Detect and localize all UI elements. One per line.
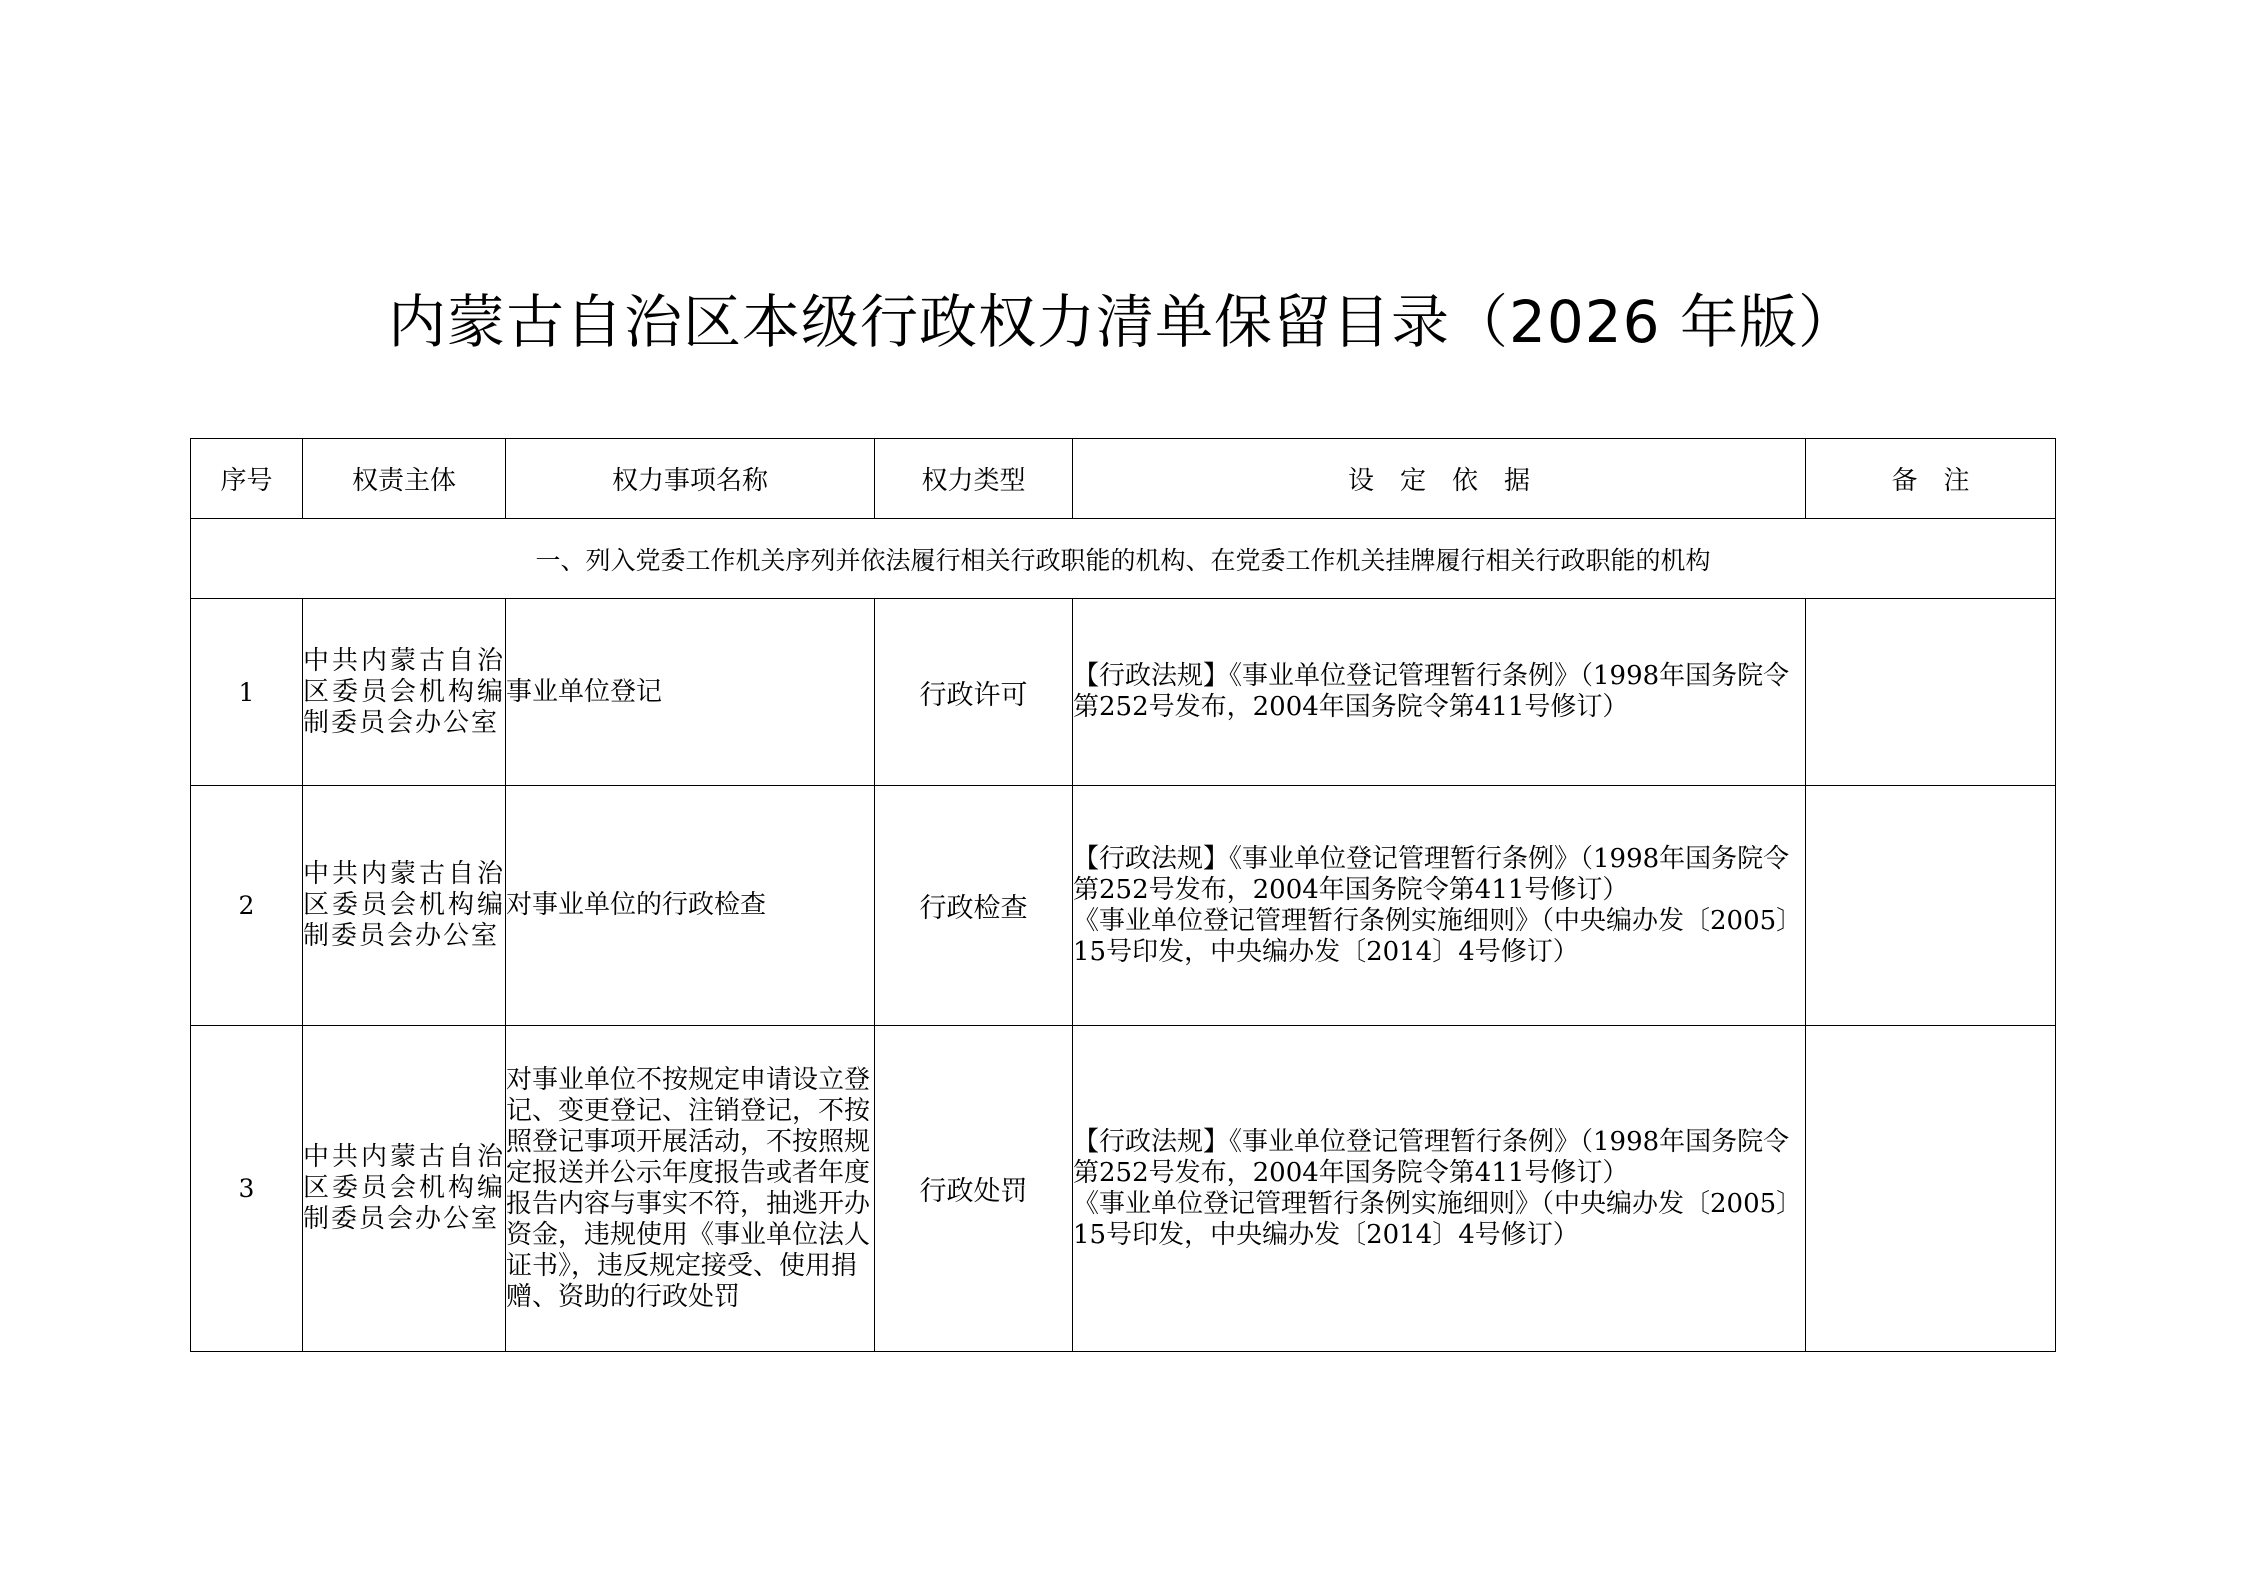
row-item-name: 事业单位登记: [506, 599, 875, 786]
basis-line: 【行政法规】《事业单位登记管理暂行条例》（1998年国务院令第252号发布，2004年国务院令第411号修订）: [1073, 1126, 1790, 1188]
basis-line: 【行政法规】《事业单位登记管理暂行条例》（1998年国务院令第252号发布，2004年国务院令第411号修订）: [1073, 661, 1790, 722]
section-heading-row: [191, 519, 2056, 599]
header-power-type: 权力类型: [875, 439, 1073, 519]
row-item-name: 对事业单位不按规定申请设立登记、变更登记、注销登记，不按照登记事项开展活动，不按照规定报送并公示年度报告或者年度报告内容与事实不符，抽逃开办资金，违规使用《事业单位法人证书》，违反规定接受、使用捐赠、资助的行政处罚: [506, 1026, 875, 1352]
row-index: 1: [191, 599, 303, 786]
row-item-name: 对事业单位的行政检查: [506, 786, 875, 1026]
table-row: [191, 1026, 2056, 1352]
header-remarks: 备 注: [1806, 439, 2056, 519]
row-remarks: [1806, 786, 2056, 1026]
row-agency: 中共内蒙古自治区委员会机构编制委员会办公室: [303, 1026, 506, 1352]
header-agency: 权责主体: [303, 439, 506, 519]
row-index: 3: [191, 1026, 303, 1352]
row-index: 2: [191, 786, 303, 1026]
row-remarks: [1806, 599, 2056, 786]
basis-line: 《事业单位登记管理暂行条例实施细则》（中央编办发〔2005〕15号印发，中央编办发〔2014〕4号修订）: [1073, 905, 1803, 967]
row-remarks: [1806, 1026, 2056, 1352]
power-list-table: [190, 438, 2056, 1352]
page-title: 内蒙古自治区本级行政权力清单保留目录（2026 年版）: [387, 288, 1858, 356]
table-header-row: [191, 439, 2056, 519]
table-row: [191, 599, 2056, 786]
row-power-type: 行政许可: [875, 599, 1073, 786]
table-row: [191, 786, 2056, 1026]
row-power-type: 行政处罚: [875, 1026, 1073, 1352]
row-basis: [1073, 599, 1806, 786]
basis-line: 【行政法规】《事业单位登记管理暂行条例》（1998年国务院令第252号发布，2004年国务院令第411号修订）: [1073, 843, 1790, 905]
row-power-type: 行政检查: [875, 786, 1073, 1026]
header-index: 序号: [191, 439, 303, 519]
row-basis: [1073, 786, 1806, 1026]
section-heading: 一、列入党委工作机关序列并依法履行相关行政职能的机构、在党委工作机关挂牌履行相关行政职能的机构: [191, 519, 2056, 599]
header-basis: 设 定 依 据: [1073, 439, 1806, 519]
basis-line: 《事业单位登记管理暂行条例实施细则》（中央编办发〔2005〕15号印发，中央编办发〔2014〕4号修订）: [1073, 1188, 1803, 1250]
row-agency: 中共内蒙古自治区委员会机构编制委员会办公室: [303, 599, 506, 786]
row-basis: [1073, 1026, 1806, 1352]
row-agency: 中共内蒙古自治区委员会机构编制委员会办公室: [303, 786, 506, 1026]
header-item-name: 权力事项名称: [506, 439, 875, 519]
